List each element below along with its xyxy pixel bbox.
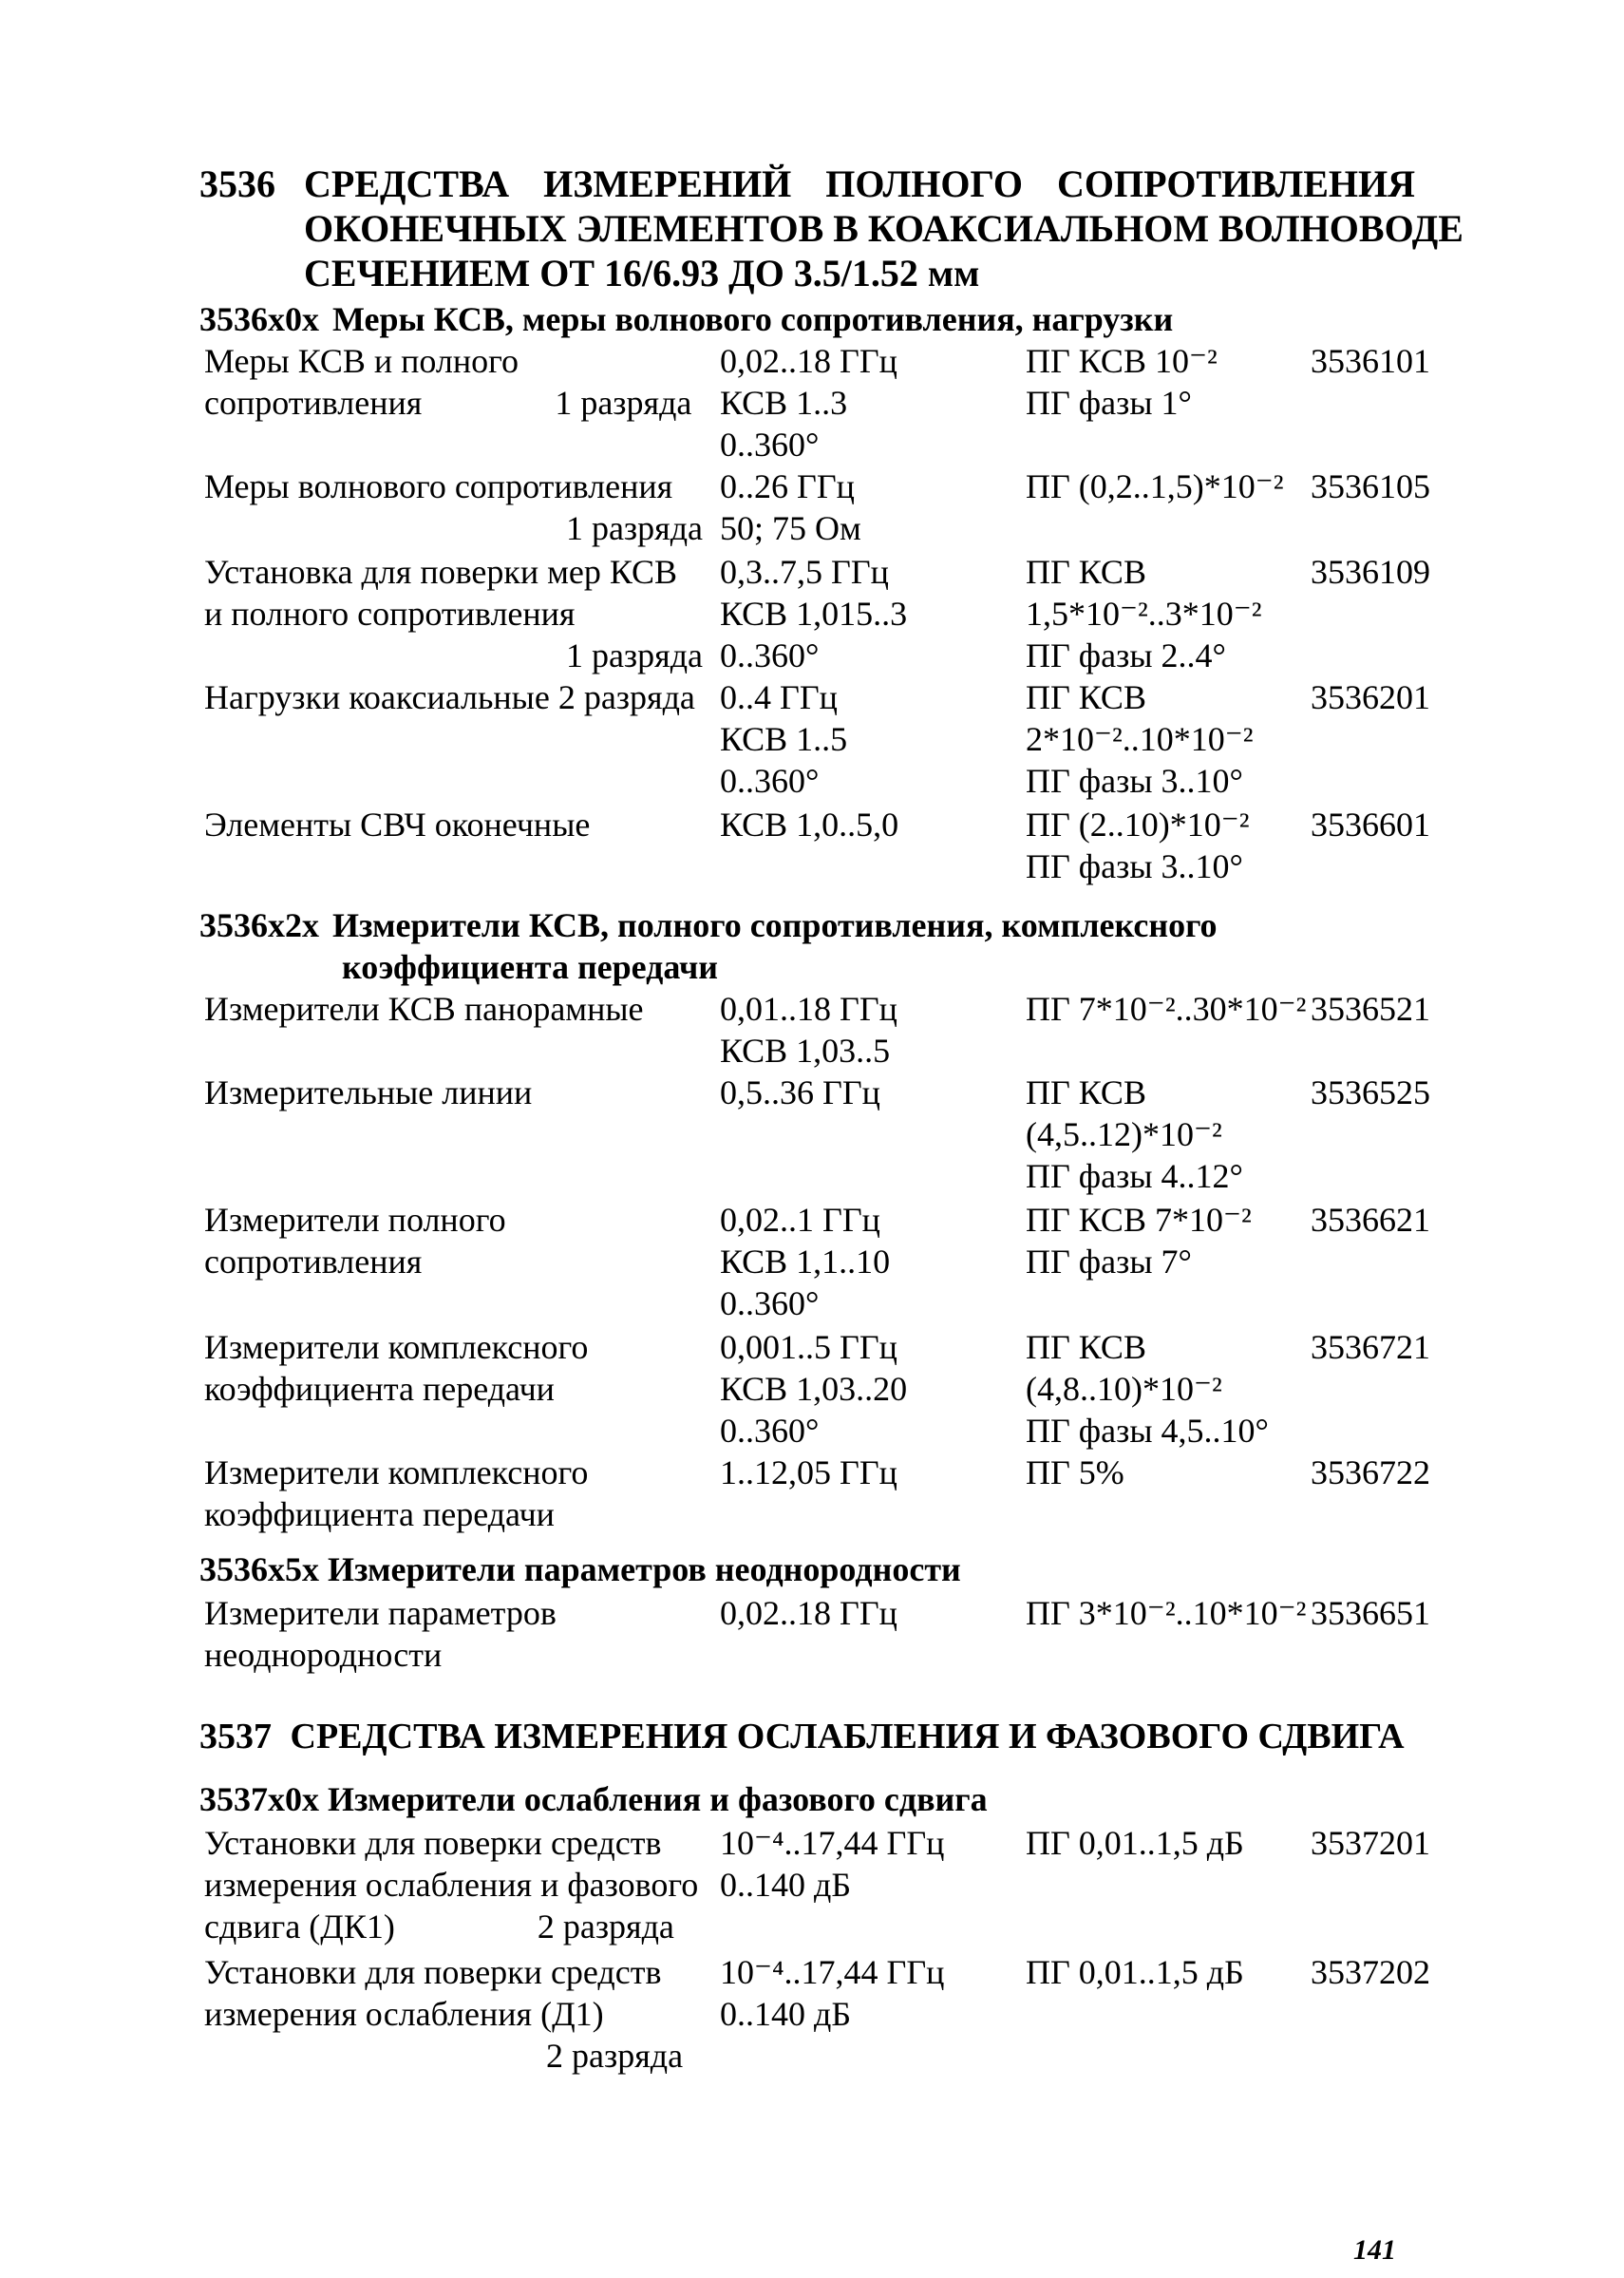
subsection-code: 3536x0x [199, 300, 319, 338]
measurement-range: 0,02..18 ГГц КСВ 1..3 0..360° [720, 342, 897, 464]
subsection-3536x2x-heading [199, 904, 1218, 988]
subsection-code: 3536x5x [199, 1550, 319, 1588]
subsection-title: Измерители параметров неоднородности [328, 1550, 961, 1588]
type-code: 3536722 [1311, 1453, 1430, 1491]
subsection-title: коэффициента передачи [342, 948, 718, 986]
instrument-name: Установки для поверки средств измерения ослабления (Д1) 2 разряда [204, 1953, 684, 2075]
error-limit: ПГ КСВ (4,5..12)*10⁻² ПГ фазы 4..12° [1026, 1073, 1243, 1195]
instrument-name: Элементы СВЧ оконечные [204, 806, 591, 844]
section-title: СРЕДСТВА ИЗМЕРЕНИЯ ОСЛАБЛЕНИЯ И ФАЗОВОГО СДВИГА [290, 1717, 1405, 1756]
measurement-range: 0,3..7,5 ГГц КСВ 1,015..3 0..360° [720, 553, 908, 674]
instrument-name: Установка для поверки мер КСВ и полного сопротивления 1 разряда [204, 553, 703, 674]
error-limit: ПГ 0,01..1,5 дБ [1026, 1824, 1244, 1862]
type-code: 3536601 [1311, 806, 1430, 844]
error-limit: ПГ 7*10⁻²..30*10⁻² [1026, 990, 1307, 1028]
measurement-range: 0..26 ГГц 50; 75 Ом [720, 467, 861, 547]
subsection-code: 3536x2x [199, 906, 319, 944]
measurement-range: 10⁻⁴..17,44 ГГц 0..140 дБ [720, 1824, 945, 1904]
subsection-3536x5x-heading [199, 1548, 961, 1590]
subsection-3536x0x-heading [199, 298, 1173, 340]
section-code: 3537 [199, 1717, 272, 1756]
type-code: 3536109 [1311, 553, 1430, 591]
measurement-range: 0..4 ГГц КСВ 1..5 0..360° [720, 678, 848, 800]
measurement-range: КСВ 1,0..5,0 [720, 806, 899, 844]
type-code: 3536525 [1311, 1073, 1430, 1111]
error-limit: ПГ (2..10)*10⁻² ПГ фазы 3..10° [1026, 806, 1250, 885]
instrument-name: Меры КСВ и полного сопротивления 1 разряда [204, 342, 692, 422]
instrument-name: Установки для поверки средств измерения ослабления и фазового сдвига (ДК1) 2 разряда [204, 1824, 699, 1946]
subsection-title: Измерители КСВ, полного сопротивления, комплексного [332, 906, 1218, 944]
instrument-name: Измерители комплексного коэффициента передачи [204, 1453, 589, 1533]
instrument-name: Измерители комплексного коэффициента передачи [204, 1328, 589, 1408]
subsection-code: 3537x0x [199, 1780, 319, 1818]
subsection-title: Меры КСВ, меры волнового сопротивления, нагрузки [332, 300, 1174, 338]
type-code: 3536521 [1311, 990, 1430, 1028]
section-title-line: ОКОНЕЧНЫХ ЭЛЕМЕНТОВ В КОАКСИАЛЬНОМ ВОЛНОВОДЕ [304, 207, 1463, 250]
error-limit: ПГ КСВ 7*10⁻² ПГ фазы 7° [1026, 1201, 1252, 1281]
measurement-range: 0,001..5 ГГц КСВ 1,03..20 0..360° [720, 1328, 908, 1450]
type-code: 3536101 [1311, 342, 1430, 380]
section-title-line: СРЕДСТВА ИЗМЕРЕНИЙ ПОЛНОГО СОПРОТИВЛЕНИЯ [304, 162, 1415, 205]
error-limit: ПГ КСВ 2*10⁻²..10*10⁻² ПГ фазы 3..10° [1026, 678, 1254, 800]
type-code: 3536721 [1311, 1328, 1430, 1366]
section-code: 3536 [199, 162, 275, 205]
instrument-name: Измерительные линии [204, 1073, 533, 1111]
type-code: 3537201 [1311, 1824, 1430, 1862]
error-limit: ПГ 0,01..1,5 дБ [1026, 1953, 1244, 1991]
error-limit: ПГ КСВ (4,8..10)*10⁻² ПГ фазы 4,5..10° [1026, 1328, 1269, 1450]
error-limit: ПГ КСВ 1,5*10⁻²..3*10⁻² ПГ фазы 2..4° [1026, 553, 1262, 674]
error-limit: ПГ КСВ 10⁻² ПГ фазы 1° [1026, 342, 1218, 422]
instrument-name: Нагрузки коаксиальные 2 разряда [204, 678, 695, 716]
subsection-3537x0x-heading [199, 1778, 988, 1820]
measurement-range: 1..12,05 ГГц [720, 1453, 897, 1491]
error-limit: ПГ (0,2..1,5)*10⁻² [1026, 467, 1284, 505]
type-code: 3536651 [1311, 1594, 1430, 1632]
section-title-line: СЕЧЕНИЕМ ОТ 16/6.93 ДО 3.5/1.52 мм [304, 252, 980, 294]
measurement-range: 0,02..18 ГГц [720, 1594, 897, 1632]
measurement-range: 0,5..36 ГГц [720, 1073, 880, 1111]
instrument-name: Измерители КСВ панорамные [204, 990, 644, 1028]
measurement-range: 0,02..1 ГГц КСВ 1,1..10 0..360° [720, 1201, 891, 1322]
section-3537-heading [199, 1716, 1405, 1757]
measurement-range: 0,01..18 ГГц КСВ 1,03..5 [720, 990, 897, 1070]
type-code: 3537202 [1311, 1953, 1430, 1991]
error-limit: ПГ 5% [1026, 1453, 1124, 1491]
instrument-name: Измерители полного сопротивления [204, 1201, 506, 1281]
type-code: 3536105 [1311, 467, 1430, 505]
instrument-name: Меры волнового сопротивления 1 разряда [204, 467, 703, 547]
measurement-range: 10⁻⁴..17,44 ГГц 0..140 дБ [720, 1953, 945, 2033]
type-code: 3536621 [1311, 1201, 1430, 1239]
instrument-name: Измерители параметров неоднородности [204, 1594, 557, 1674]
page-number: 141 [1353, 2234, 1396, 2266]
subsection-title: Измерители ослабления и фазового сдвига [328, 1780, 988, 1818]
type-code: 3536201 [1311, 678, 1430, 716]
error-limit: ПГ 3*10⁻²..10*10⁻² [1026, 1594, 1307, 1632]
